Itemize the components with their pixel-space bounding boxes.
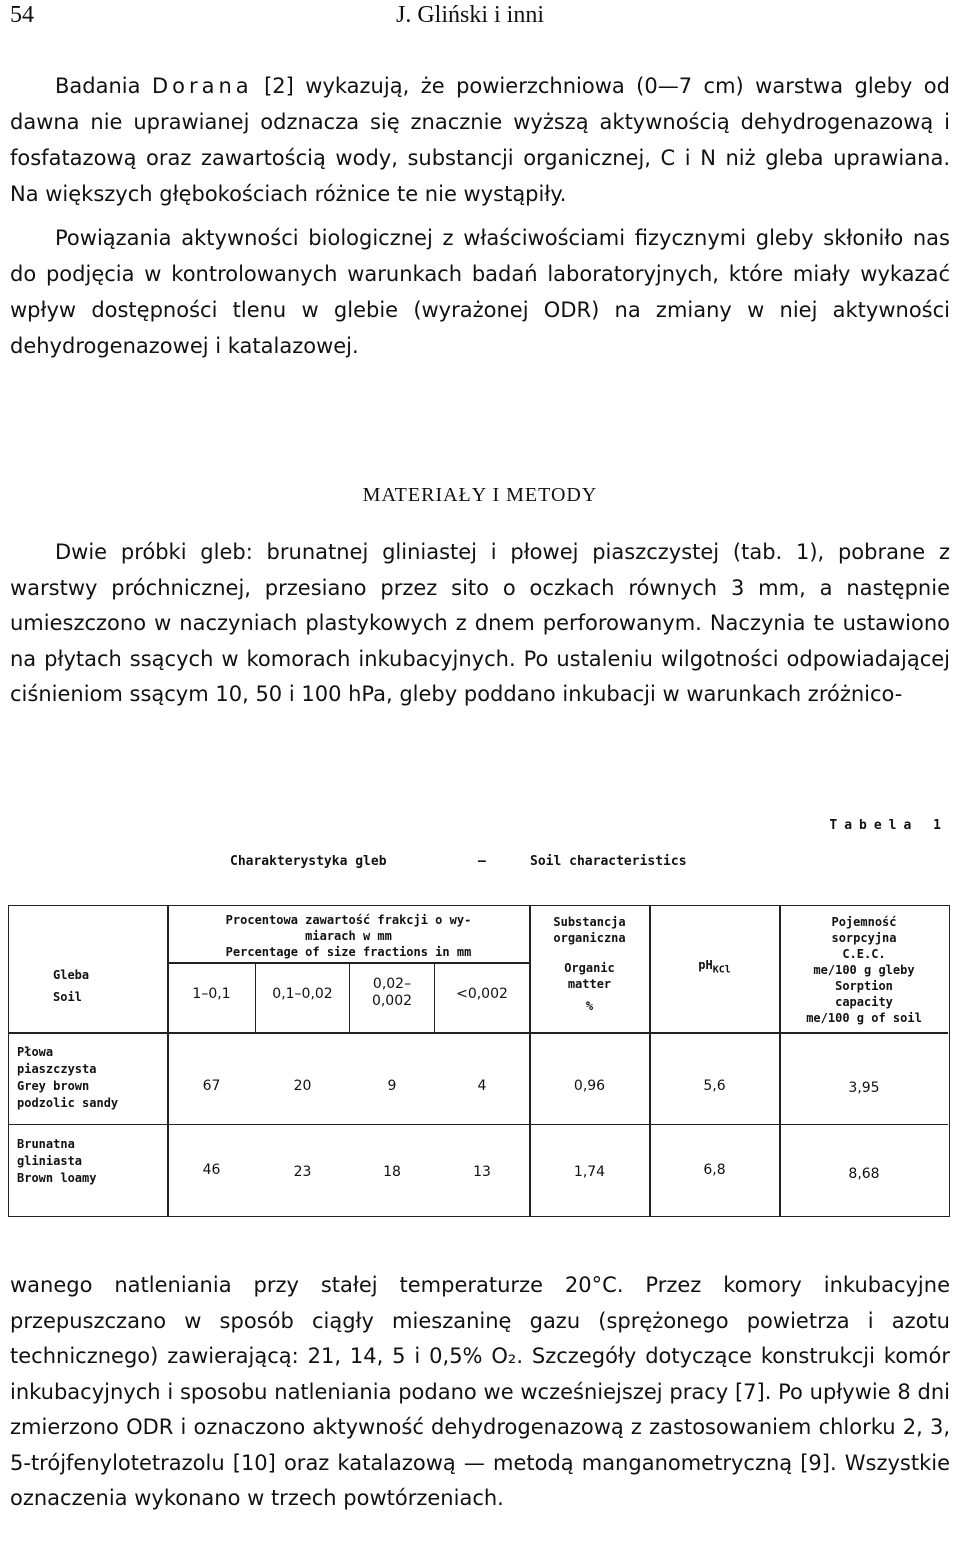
soil-header-pl: Gleba [53, 968, 90, 982]
fraction-col-1: 1–0,1 [192, 986, 231, 1002]
table-caption-dash: – [478, 854, 486, 869]
row-1-name-en-2: podzolic sandy [17, 1096, 119, 1110]
organic-matter-header-pl-2: organiczna [553, 931, 626, 945]
ph-subscript: KCl [712, 964, 731, 976]
fraction-col-4: <0,002 [456, 986, 508, 1002]
row-1-name-pl-2: piaszczysta [17, 1062, 97, 1076]
table-label: Tabela 1 [829, 818, 948, 833]
ph-header [650, 958, 779, 975]
fraction-header [168, 912, 529, 960]
page-header [10, 0, 950, 34]
paragraph-1-start: Badania [55, 74, 152, 98]
table-cell: 67 [202, 1078, 221, 1094]
organic-matter-unit: % [585, 999, 594, 1013]
table-row-name [17, 1044, 118, 1112]
cec-header-7: me/100 g of soil [806, 1011, 922, 1025]
fraction-header-pl-2: miarach w mm [305, 929, 392, 943]
row-2-name-pl-2: gliniasta [17, 1154, 83, 1168]
table-rule [9, 1124, 948, 1125]
organic-matter-header-pl: Substancja [553, 915, 626, 929]
table-cell: 0,96 [573, 1078, 606, 1094]
ph-label: pH [698, 958, 713, 972]
cec-header-2: sorpcyjna [831, 931, 897, 945]
table-cell: 4 [477, 1078, 487, 1094]
author-name: Dorana [151, 74, 253, 98]
table-row-name [17, 1136, 96, 1187]
table-cell: 18 [383, 1164, 401, 1180]
soil-header-en: Soil [53, 990, 82, 1004]
paragraph-3: Dwie próbki gleb: brunatnej gliniastej i płowej piaszczystej (tab. 1), pobrane z warstwy próchnicznej, przesiano przez sito o oczkach równych 3 mm, a następnie umieszczono w naczyniach plastykowych z dnem perforowanym. Naczynia te ustawiono na płytach ssących w komorach inkubacyjnych. Po ustaleniu wilgotności odpowiadającej ciśnieniom ssącym 10, 50 i 100 hPa, gleby poddano inkubacji w warunkach zróżnico- [10, 540, 950, 706]
fraction-col-3-a: 0,02– [372, 976, 412, 992]
fraction-header-pl: Procentowa zawartość frakcji o wy- [225, 913, 472, 927]
fraction-header-en: Percentage of size fractions in mm [225, 945, 472, 959]
table-cell: 9 [387, 1078, 397, 1094]
table-cell: 6,8 [703, 1162, 726, 1178]
cec-header-4: me/100 g gleby [813, 963, 915, 977]
table-cell: 3,95 [848, 1080, 880, 1096]
row-1-name-pl: Płowa [17, 1045, 54, 1059]
row-1-name-en: Grey brown [17, 1079, 90, 1093]
row-2-name-en: Brown loamy [17, 1171, 97, 1185]
cec-header-1: Pojemność [831, 915, 897, 929]
table-cell: 20 [293, 1078, 312, 1094]
soil-header [53, 964, 89, 1008]
row-2-name-pl: Brunatna [17, 1137, 75, 1151]
cec-header [780, 914, 948, 1026]
table-caption [230, 854, 687, 869]
table-cell: 1,74 [573, 1164, 606, 1180]
table-cell: 46 [202, 1162, 221, 1178]
table-rule [167, 962, 529, 964]
organic-matter-header [530, 914, 649, 1014]
cec-header-6: capacity [835, 995, 893, 1009]
fraction-col-3 [350, 976, 434, 1010]
paragraph-1 [10, 68, 950, 212]
section-heading: MATERIAŁY I METODY [362, 484, 598, 506]
paragraph-2: Powiązania aktywności biologicznej z właściwościami fizycznymi gleby skłoniło nas do podjęcia w kontrolowanych warunkach badań laboratoryjnych, które miały wykazać wpływ dostępności tlenu w glebie (wyrażonej ODR) na zmiany w niej aktywności dehydrogenazowej i katalazowej. [10, 226, 950, 358]
page-number: 54 [10, 2, 34, 28]
paragraph-1-rest: [2] wykazują, że powierzchniowa (0—7 cm) warstwa gleby od dawna nie uprawianej odznacza się znacznie wyższą aktywnością dehydrogenazową i fosfatazową oraz zawartością wody, substancji organicznej, C i N niż gleba uprawiana. Na większych głębokościach różnice te nie wystąpiły. [10, 74, 950, 206]
cec-header-5: Sorption [835, 979, 893, 993]
table-cell: 13 [473, 1164, 491, 1180]
organic-matter-header-en-2: matter [567, 977, 612, 991]
table-caption-pl: Charakterystyka gleb [230, 854, 387, 869]
organic-matter-header-en: Organic [564, 961, 615, 975]
paragraph-4: wanego natleniania przy stałej temperaturze 20°C. Przez komory inkubacyjne przepuszczano w sposób ciągły mieszaninę gazu (sprężonego powietrza i azotu technicznego) zawierającą: 21, 14, 5 i 0,5% O₂. Szczegóły dotyczące konstrukcji komór inkubacyjnych i sposobu natleniania podano we wcześniejszej pracy [7]. Po upływie 8 dni zmierzono ODR i oznaczono aktywność dehydrogenazową z zastosowaniem chlorku 2, 3, 5-trójfenylotetrazolu [10] oraz katalazową — metodą manganometryczną [9]. Wszystkie oznaczenia wykonano w trzech powtórzeniach. [10, 1273, 950, 1510]
cec-header-3: C.E.C. [842, 947, 886, 961]
soil-table [8, 905, 950, 1217]
table-cell: 8,68 [848, 1166, 880, 1182]
table-cell: 5,6 [703, 1078, 726, 1094]
running-head: J. Gliński i inni [396, 2, 545, 28]
fraction-col-2: 0,1–0,02 [272, 986, 333, 1002]
table-cell: 23 [293, 1164, 312, 1180]
fraction-col-3-b: 0,002 [371, 993, 413, 1009]
table-rule [9, 1032, 948, 1034]
table-caption-en: Soil characteristics [530, 854, 687, 869]
